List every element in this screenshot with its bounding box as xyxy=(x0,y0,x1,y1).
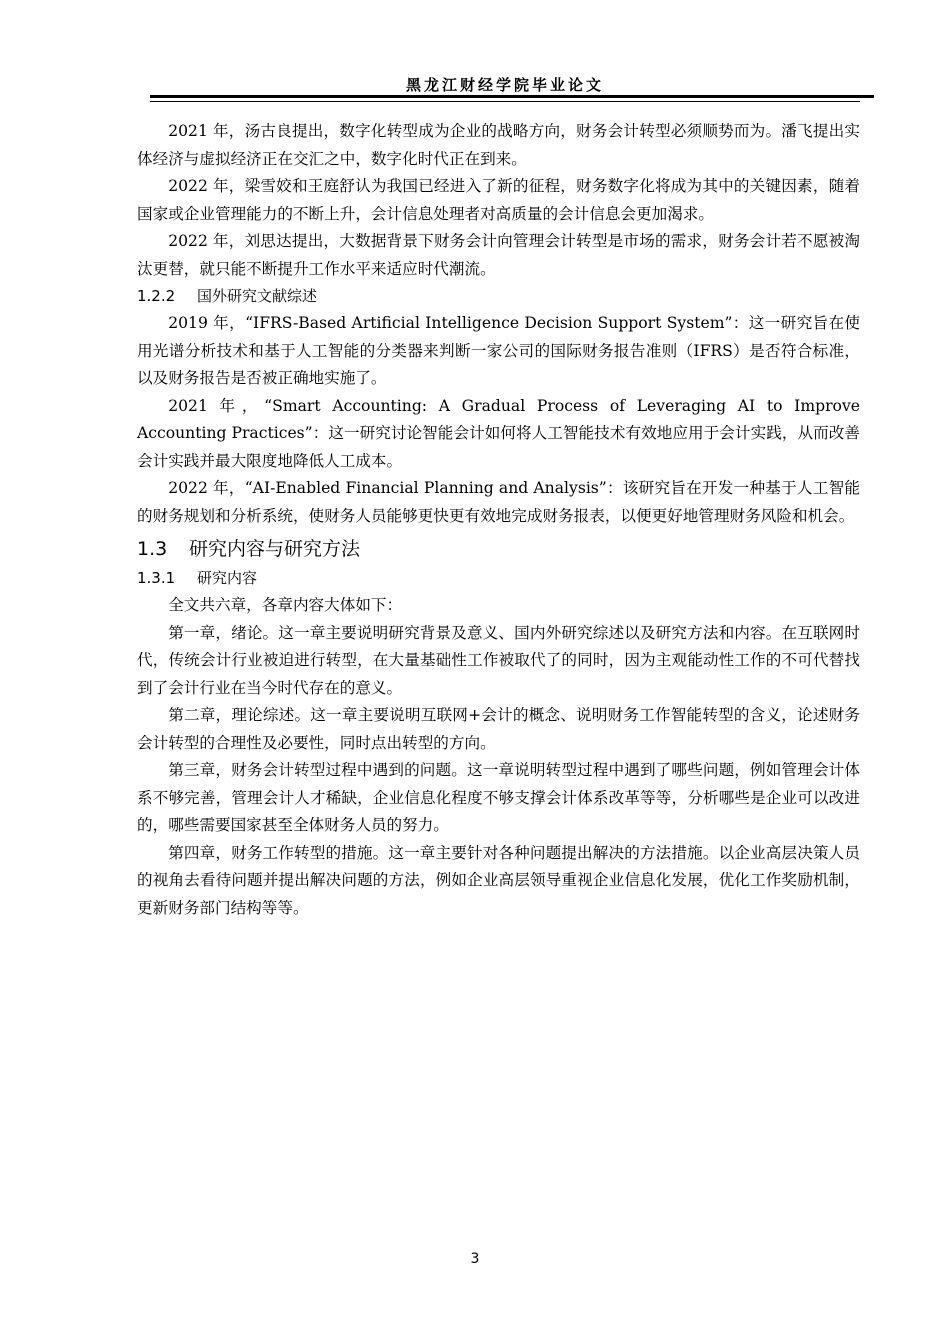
section-title: 国外研究文献综述 xyxy=(197,287,318,305)
section-number: 1.2.2 xyxy=(137,287,176,305)
page-number: 3 xyxy=(470,1251,480,1267)
paragraph: 2022 年，刘思达提出，大数据背景下财务会计向管理会计转型是市场的需求，财务会计若不愿被淘汰更替，就只能不断提升工作水平来适应时代潮流。 xyxy=(137,232,860,278)
section-number: 1.3 xyxy=(137,538,168,560)
paragraph: 2021 年，“Smart Accounting: A Gradual Process of Leveraging AI to Improve Accounting Practices”：这一研究讨论智能会计如何将人工智能技术有效地应用于会计实践，从而改善会计实践并最大限度地降低人工成本。 xyxy=(137,396,860,470)
section-heading-1-3 xyxy=(137,534,860,565)
page-header xyxy=(136,74,874,104)
paragraph: 2019 年，“IFRS-Based Artificial Intelligence Decision Support System”：这一研究旨在使用光谱分析技术和基于人工智能的分类器来判断一家公司的国际财务报告准则（IFRS）是否符合标准，以及财务报告是否被正确地实施了。 xyxy=(137,314,860,387)
section-heading-1-2-2 xyxy=(137,283,860,310)
header-title: 黑龙江财经学院毕业论文 xyxy=(405,76,604,94)
page-body xyxy=(137,118,860,922)
paragraph: 2021 年，汤古良提出，数字化转型成为企业的战略方向，财务会计转型必须顺势而为。潘飞提出实体经济与虚拟经济正在交汇之中，数字化时代正在到来。 xyxy=(137,122,860,168)
paragraph: 第二章，理论综述。这一章主要说明互联网+会计的概念、说明财务工作智能转型的含义，论述财务会计转型的合理性及必要性，同时点出转型的方向。 xyxy=(137,706,860,752)
paragraph: 第三章，财务会计转型过程中遇到的问题。这一章说明转型过程中遇到了哪些问题，例如管理会计体系不够完善，管理会计人才稀缺，企业信息化程度不够支撑会计体系改革等等，分析哪些是企业可以改进的，哪些需要国家甚至全体财务人员的努力。 xyxy=(137,761,860,834)
paragraph: 第四章，财务工作转型的措施。这一章主要针对各种问题提出解决的方法措施。以企业高层决策人员的视角去看待问题并提出解决问题的方法，例如企业高层领导重视企业信息化发展，优化工作奖励机制，更新财务部门结构等等。 xyxy=(137,843,860,917)
paragraph: 2022 年，梁雪姣和王庭舒认为我国已经进入了新的征程，财务数字化将成为其中的关键因素，随着国家或企业管理能力的不断上升，会计信息处理者对高质量的会计信息会更加渴求。 xyxy=(137,177,860,223)
section-title: 研究内容与研究方法 xyxy=(189,538,361,560)
section-heading-1-3-1 xyxy=(137,565,860,592)
paragraph: 2022 年，“AI-Enabled Financial Planning and Analysis”：该研究旨在开发一种基于人工智能的财务规划和分析系统，使财务人员能够更快更有效地完成财务报表，以便更好地管理财务风险和机会。 xyxy=(137,479,860,525)
header-rule-thin xyxy=(150,101,860,102)
section-number: 1.3.1 xyxy=(137,569,176,587)
paragraph: 全文共六章，各章内容大体如下： xyxy=(168,596,403,614)
section-title: 研究内容 xyxy=(197,569,258,587)
paragraph: 第一章，绪论。这一章主要说明研究背景及意义、国内外研究综述以及研究方法和内容。在互联网时代，传统会计行业被迫进行转型，在大量基础性工作被取代了的同时，因为主观能动性工作的不可代替找到了会计行业在当今时代存在的意义。 xyxy=(137,623,860,697)
header-rule-thick xyxy=(150,95,874,98)
